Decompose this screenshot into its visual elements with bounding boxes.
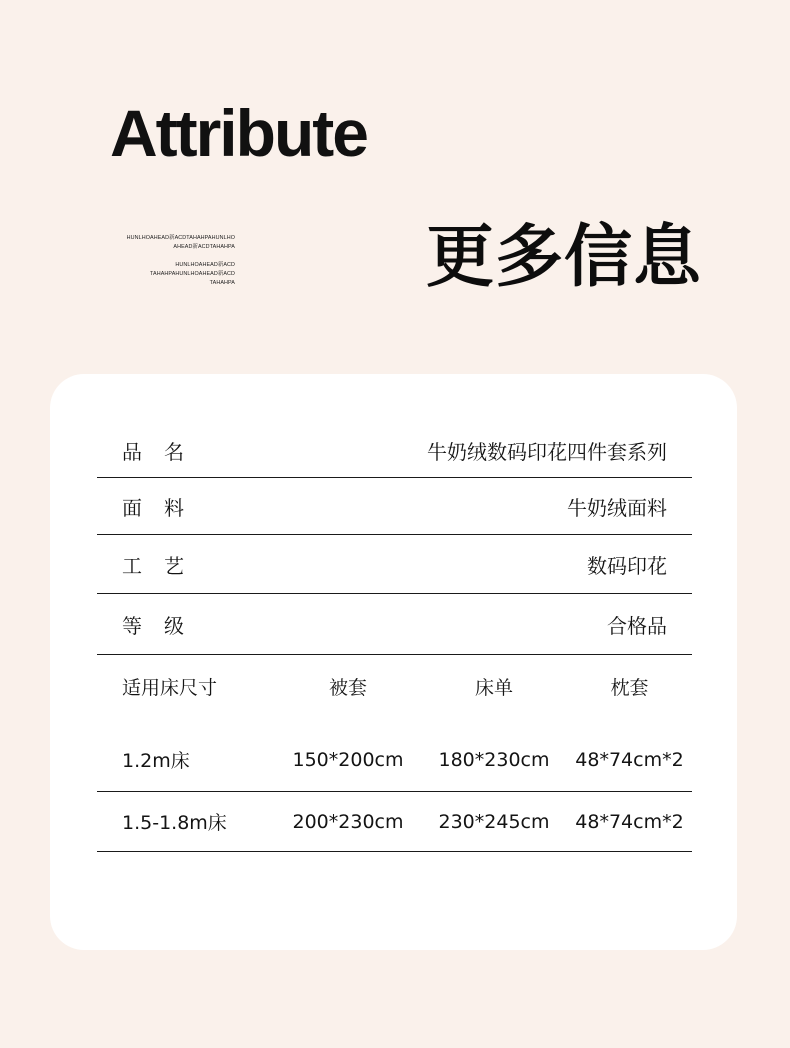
table-cell: 230*245cm	[438, 810, 550, 833]
microtext-line: TAHAHPAHUNLHOAHEAD新ACD	[150, 271, 235, 277]
table-cell: 1.5-1.8m床	[122, 812, 227, 834]
attribute-table	[97, 424, 692, 655]
column-header: 枕套	[610, 676, 649, 699]
attribute-label: 等级	[122, 613, 206, 638]
info-card	[50, 374, 737, 950]
title-english: Attribute	[110, 96, 367, 170]
column-header: 床单	[474, 676, 513, 699]
table-cell: 180*230cm	[438, 748, 550, 771]
attribute-row-craft	[97, 535, 692, 594]
title-chinese: 更多信息	[426, 218, 703, 297]
attribute-value: 牛奶绒数码印花四件套系列	[427, 440, 667, 464]
attribute-value: 牛奶绒面料	[567, 495, 667, 520]
column-header: 被套	[328, 676, 367, 699]
microtext-line: HUNLHOAHEAD新ACD	[175, 262, 235, 268]
column-header: 适用床尺寸	[122, 676, 218, 699]
attribute-row-grade	[97, 594, 692, 655]
table-cell: 150*200cm	[292, 748, 404, 771]
microtext-line: AHEAD新ACDTAHAHPA	[173, 244, 235, 250]
size-table	[97, 654, 692, 852]
table-cell: 1.2m床	[122, 750, 190, 772]
attribute-value: 数码印花	[587, 553, 667, 578]
microtext-line: HUNLHOAHEAD新ACDTAHAHPAHUNLHO	[126, 235, 235, 241]
table-row	[97, 716, 692, 792]
attribute-label: 品名	[122, 440, 206, 464]
table-row	[97, 792, 692, 852]
attribute-row-fabric	[97, 478, 692, 535]
attribute-value: 合格品	[607, 613, 667, 638]
size-table-header	[97, 654, 692, 716]
attribute-label: 工艺	[122, 553, 206, 578]
decorative-microtext	[105, 234, 235, 288]
attribute-label: 面料	[122, 495, 206, 520]
microtext-line: TAHAHPA	[209, 280, 235, 286]
table-cell: 200*230cm	[292, 810, 404, 833]
table-cell: 48*74cm*2	[575, 810, 684, 833]
table-cell: 48*74cm*2	[575, 748, 684, 771]
attribute-row-name	[97, 424, 692, 478]
